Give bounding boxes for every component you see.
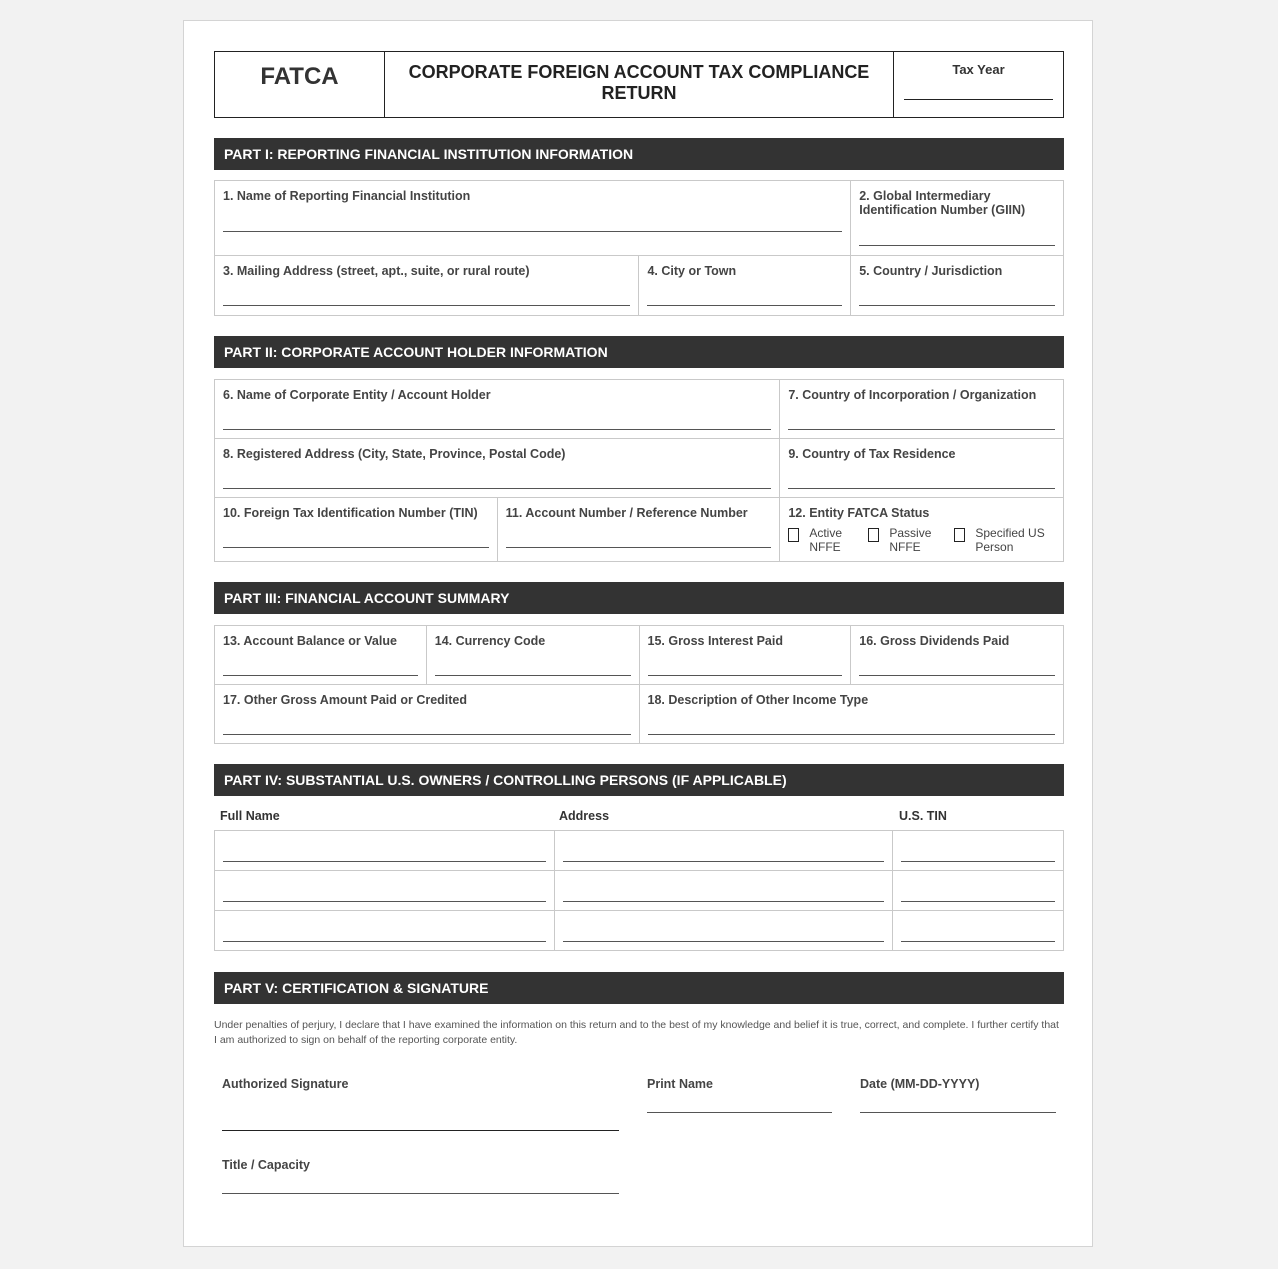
- field-3-label: 3. Mailing Address (street, apt., suite, or rural route): [223, 264, 530, 278]
- field-5-label: 5. Country / Jurisdiction: [859, 264, 1003, 278]
- field-13-input[interactable]: [223, 675, 418, 676]
- field-7-label: 7. Country of Incorporation / Organization: [788, 388, 1037, 402]
- field-1-label: 1. Name of Reporting Financial Institution: [223, 189, 471, 203]
- field-4-cell: [639, 256, 851, 315]
- form-header: [214, 51, 1064, 118]
- owner-tin-cell: [893, 831, 1063, 870]
- checkbox-active-nffe[interactable]: [788, 528, 799, 542]
- field-9-label: 9. Country of Tax Residence: [788, 447, 956, 461]
- tax-year-label: Tax Year: [952, 62, 1005, 77]
- owner-tin-input[interactable]: [901, 861, 1055, 862]
- col-address: Address: [559, 809, 610, 823]
- certification-text: Under penalties of perjury, I declare that I have examined the information on this return and to the best of my knowledge and belief it is true, correct, and complete. I further certify that I am authorized to sign on behalf of the reporting corporate entity.: [214, 1019, 1059, 1046]
- owner-name-cell: [215, 911, 555, 950]
- field-4-label: 4. City or Town: [647, 264, 737, 278]
- col-us-tin: U.S. TIN: [899, 809, 947, 823]
- status-options: [788, 526, 1055, 554]
- field-12-label: 12. Entity FATCA Status: [788, 506, 930, 520]
- checkbox-passive-nffe[interactable]: [868, 528, 879, 542]
- date-label: Date (MM-DD-YYYY): [860, 1077, 980, 1091]
- table-row: [215, 871, 1063, 911]
- field-18-cell: [640, 685, 1064, 743]
- field-3-cell: [215, 256, 639, 315]
- field-11-cell: [498, 498, 781, 561]
- table-row: [215, 831, 1063, 871]
- status-option-label: Person: [975, 540, 1014, 554]
- field-2-cell: [851, 181, 1063, 255]
- field-7-input[interactable]: [788, 429, 1055, 430]
- field-9-cell: [780, 439, 1063, 497]
- field-8-input[interactable]: [223, 488, 771, 489]
- field-18-label: 18. Description of Other Income Type: [647, 693, 869, 707]
- field-6-cell: [215, 380, 780, 438]
- owner-name-cell: [215, 831, 555, 870]
- col-full-name: Full Name: [220, 809, 280, 823]
- part4-header: PART IV: SUBSTANTIAL U.S. OWNERS / CONTROLLING PERSONS (IF APPLICABLE): [214, 764, 1064, 796]
- status-option-label: Active: [809, 526, 843, 540]
- field-2-label: 2. Global Intermediary Identification Number (GIIN): [859, 189, 1026, 217]
- owner-address-cell: [555, 911, 894, 950]
- field-3-input[interactable]: [223, 305, 630, 306]
- print-name-label: Print Name: [647, 1077, 713, 1091]
- field-10-label: 10. Foreign Tax Identification Number (TIN): [223, 506, 478, 520]
- field-14-cell: [427, 626, 640, 684]
- form-logo: FATCA: [215, 52, 385, 117]
- part1-grid: [214, 180, 1064, 316]
- field-17-input[interactable]: [223, 734, 631, 735]
- title-capacity-label: Title / Capacity: [222, 1158, 310, 1172]
- owner-address-input[interactable]: [563, 861, 885, 862]
- status-option-label: Passive: [889, 526, 932, 540]
- tax-year-box: [894, 52, 1063, 117]
- field-8-cell: [215, 439, 780, 497]
- field-13-label: 13. Account Balance or Value: [223, 634, 397, 648]
- title-capacity-field[interactable]: [222, 1193, 619, 1194]
- owner-tin-input[interactable]: [901, 941, 1055, 942]
- field-5-cell: [851, 256, 1063, 315]
- print-name-field[interactable]: [647, 1112, 832, 1113]
- signature-field[interactable]: [222, 1130, 619, 1131]
- field-17-label: 17. Other Gross Amount Paid or Credited: [223, 693, 468, 707]
- part2-header: PART II: CORPORATE ACCOUNT HOLDER INFORMATION: [214, 336, 1064, 368]
- owner-name-cell: [215, 871, 555, 910]
- field-16-label: 16. Gross Dividends Paid: [859, 634, 1010, 648]
- field-16-cell: [851, 626, 1063, 684]
- owner-tin-cell: [893, 911, 1063, 950]
- signature-block: [214, 1048, 1064, 1218]
- form-page: [183, 20, 1093, 1247]
- owner-address-cell: [555, 871, 894, 910]
- field-18-input[interactable]: [648, 734, 1056, 735]
- part2-grid: [214, 379, 1064, 562]
- status-option-active-nffe[interactable]: [788, 526, 868, 554]
- field-6-label: 6. Name of Corporate Entity / Account Holder: [223, 388, 491, 402]
- owner-name-input[interactable]: [223, 861, 546, 862]
- field-15-cell: [640, 626, 852, 684]
- part3-header: PART III: FINANCIAL ACCOUNT SUMMARY: [214, 582, 1064, 614]
- field-2-input[interactable]: [859, 245, 1055, 246]
- field-6-input[interactable]: [223, 429, 771, 430]
- date-field[interactable]: [860, 1112, 1056, 1113]
- status-option-specified-us-person[interactable]: [954, 526, 1044, 554]
- owner-address-input[interactable]: [563, 941, 885, 942]
- field-4-input[interactable]: [647, 305, 842, 306]
- field-16-input[interactable]: [859, 675, 1055, 676]
- owners-table-header: [214, 796, 1064, 830]
- owner-tin-cell: [893, 871, 1063, 910]
- field-14-label: 14. Currency Code: [434, 634, 546, 648]
- part3-grid: [214, 625, 1064, 744]
- tax-year-field[interactable]: [904, 99, 1053, 100]
- field-8-label: 8. Registered Address (City, State, Province, Postal Code): [223, 447, 566, 461]
- status-option-label: Specified US: [975, 526, 1045, 540]
- signature-label: Authorized Signature: [222, 1077, 349, 1091]
- field-5-input[interactable]: [859, 305, 1055, 306]
- part5-header: PART V: CERTIFICATION & SIGNATURE: [214, 972, 1064, 1004]
- field-11-input[interactable]: [506, 547, 772, 548]
- field-1-cell: [215, 181, 851, 255]
- owner-address-input[interactable]: [563, 901, 885, 902]
- form-title: CORPORATE FOREIGN ACCOUNT TAX COMPLIANCE RETURN: [385, 52, 894, 117]
- field-15-label: 15. Gross Interest Paid: [647, 634, 783, 648]
- field-14-input[interactable]: [435, 675, 631, 676]
- field-1-input[interactable]: [223, 231, 842, 232]
- field-11-label: 11. Account Number / Reference Number: [505, 506, 748, 520]
- owner-name-input[interactable]: [223, 901, 546, 902]
- field-13-cell: [215, 626, 427, 684]
- field-9-input[interactable]: [788, 488, 1055, 489]
- status-option-label: NFFE: [809, 540, 841, 554]
- owners-table: [214, 830, 1064, 951]
- field-10-cell: [215, 498, 498, 561]
- owner-name-input[interactable]: [223, 941, 546, 942]
- field-7-cell: [780, 380, 1063, 438]
- checkbox-specified-us-person[interactable]: [954, 528, 965, 542]
- field-17-cell: [215, 685, 640, 743]
- field-10-input[interactable]: [223, 547, 489, 548]
- table-row: [215, 911, 1063, 951]
- field-12-cell: [780, 498, 1063, 561]
- owner-address-cell: [555, 831, 894, 870]
- part1-header: PART I: REPORTING FINANCIAL INSTITUTION INFORMATION: [214, 138, 1064, 170]
- status-option-label: NFFE: [889, 540, 921, 554]
- field-15-input[interactable]: [648, 675, 843, 676]
- status-option-passive-nffe[interactable]: [868, 526, 954, 554]
- owner-tin-input[interactable]: [901, 901, 1055, 902]
